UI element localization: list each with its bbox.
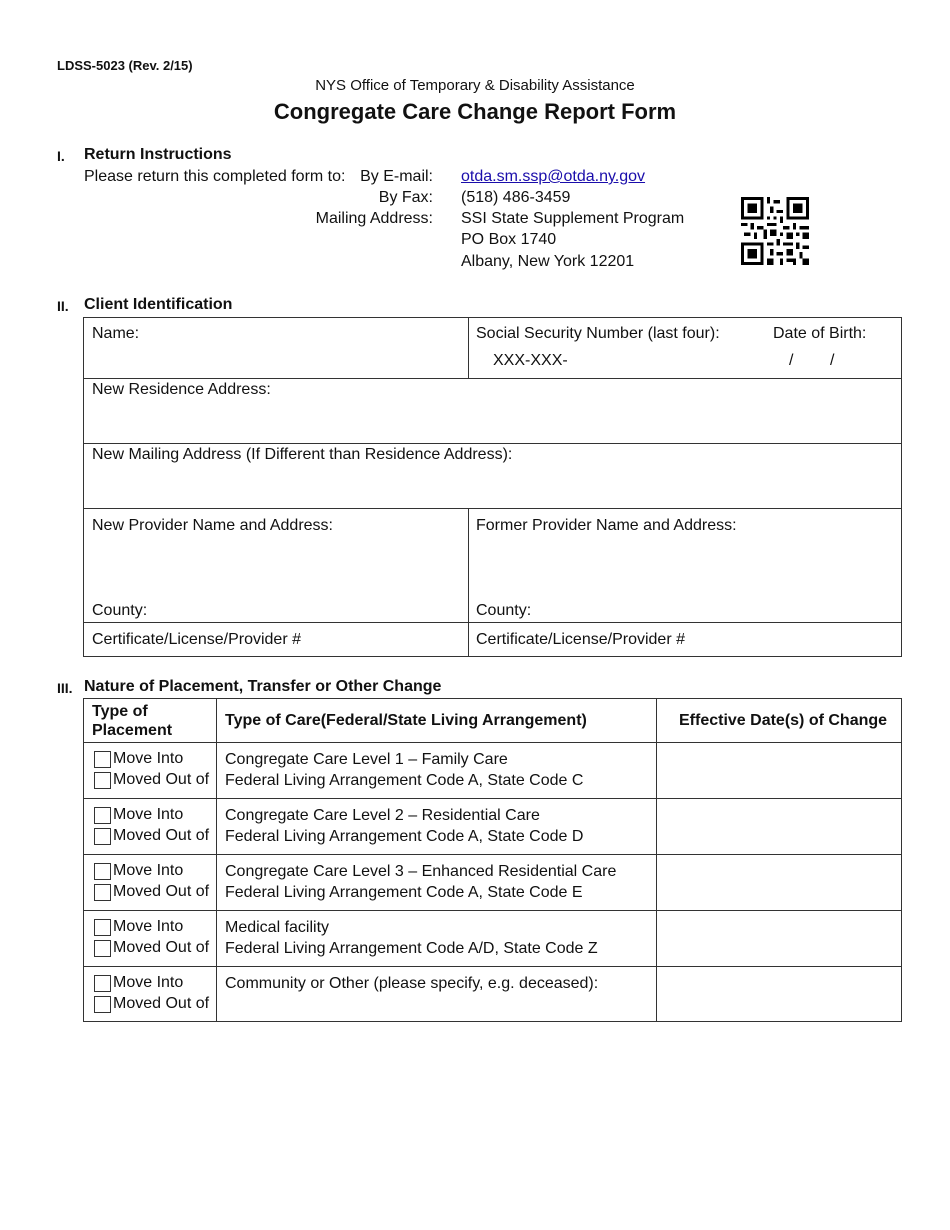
move-into-checkbox[interactable] bbox=[94, 807, 111, 824]
divider bbox=[83, 742, 902, 743]
care-type-line-1: Congregate Care Level 3 – Enhanced Residential Care bbox=[225, 863, 617, 880]
former-county-field[interactable]: County: bbox=[476, 602, 532, 619]
new-provider-field[interactable]: New Provider Name and Address: bbox=[92, 517, 333, 534]
care-type-line-1: Congregate Care Level 2 – Residential Care bbox=[225, 807, 540, 824]
moved-out-of-label: Moved Out of bbox=[113, 827, 210, 844]
dob-label: Date of Birth: bbox=[773, 325, 867, 342]
email-label: By E-mail: bbox=[360, 168, 433, 185]
moved-out-of-label: Moved Out of bbox=[113, 883, 210, 900]
care-type-line-1: Community or Other (please specify, e.g. deceased): bbox=[225, 975, 599, 992]
care-type-line-1: Medical facility bbox=[225, 919, 330, 936]
email-link[interactable]: otda.sm.ssp@otda.ny.gov bbox=[461, 168, 646, 185]
moved-out-of-checkbox[interactable] bbox=[94, 996, 111, 1013]
move-into-checkbox[interactable] bbox=[94, 751, 111, 768]
moved-out-of-checkbox[interactable] bbox=[94, 884, 111, 901]
section-1-number: I. bbox=[57, 148, 65, 164]
new-residence-address-field[interactable]: New Residence Address: bbox=[92, 381, 271, 398]
moved-out-of-label: Moved Out of bbox=[113, 995, 210, 1012]
move-into-label: Move Into bbox=[113, 974, 184, 991]
dob-slash-2: / bbox=[830, 352, 835, 369]
dob-slash-1: / bbox=[789, 352, 794, 369]
moved-out-of-checkbox[interactable] bbox=[94, 828, 111, 845]
new-certificate-field[interactable]: Certificate/License/Provider # bbox=[92, 631, 301, 648]
move-into-checkbox[interactable] bbox=[94, 975, 111, 992]
mail-line-1: SSI State Supplement Program bbox=[461, 210, 685, 227]
divider bbox=[216, 698, 217, 1022]
agency-name: NYS Office of Temporary & Disability Assistance bbox=[315, 77, 635, 94]
move-into-checkbox[interactable] bbox=[94, 919, 111, 936]
divider bbox=[83, 378, 902, 379]
move-into-checkbox[interactable] bbox=[94, 863, 111, 880]
qr-code-icon bbox=[741, 197, 809, 265]
divider bbox=[83, 508, 902, 509]
col-header-type-of-placement bbox=[92, 702, 172, 740]
moved-out-of-label: Moved Out of bbox=[113, 939, 210, 956]
care-type-line-2: Federal Living Arrangement Code A/D, State Code Z bbox=[225, 940, 598, 957]
name-field[interactable]: Name: bbox=[92, 325, 140, 342]
section-2-title: Client Identification bbox=[84, 296, 233, 313]
section-2-number: II. bbox=[57, 298, 69, 314]
ssn-field[interactable]: XXX-XXX- bbox=[493, 352, 568, 369]
move-into-label: Move Into bbox=[113, 750, 184, 767]
return-intro: Please return this completed form to: bbox=[84, 168, 346, 185]
divider bbox=[83, 798, 902, 799]
divider bbox=[83, 966, 902, 967]
new-county-field[interactable]: County: bbox=[92, 602, 148, 619]
divider bbox=[656, 698, 657, 1022]
col-header-type-of-care: Type of Care(Federal/State Living Arrangement) bbox=[225, 712, 587, 729]
section-3-number: III. bbox=[57, 680, 73, 696]
divider bbox=[83, 910, 902, 911]
moved-out-of-checkbox[interactable] bbox=[94, 940, 111, 957]
care-type-line-2: Federal Living Arrangement Code A, State Code E bbox=[225, 884, 583, 901]
col-header-line: Type of bbox=[92, 703, 148, 720]
care-type-line-2: Federal Living Arrangement Code A, State Code D bbox=[225, 828, 584, 845]
former-provider-field[interactable]: Former Provider Name and Address: bbox=[476, 517, 737, 534]
mail-line-3: Albany, New York 12201 bbox=[461, 253, 635, 270]
section-1-title: Return Instructions bbox=[84, 146, 232, 163]
divider bbox=[468, 508, 469, 657]
form-number: LDSS-5023 (Rev. 2/15) bbox=[57, 58, 193, 73]
mail-line-2: PO Box 1740 bbox=[461, 231, 557, 248]
move-into-label: Move Into bbox=[113, 806, 184, 823]
divider bbox=[83, 443, 902, 444]
care-type-line-1: Congregate Care Level 1 – Family Care bbox=[225, 751, 508, 768]
fax-value: (518) 486-3459 bbox=[461, 189, 571, 206]
fax-label: By Fax: bbox=[378, 189, 433, 206]
move-into-label: Move Into bbox=[113, 862, 184, 879]
col-header-line: Placement bbox=[92, 722, 173, 739]
care-type-line-2: Federal Living Arrangement Code A, State Code C bbox=[225, 772, 584, 789]
ssn-label: Social Security Number (last four): bbox=[476, 325, 720, 342]
moved-out-of-label: Moved Out of bbox=[113, 771, 210, 788]
mail-label: Mailing Address: bbox=[315, 210, 433, 227]
divider bbox=[83, 622, 902, 623]
divider bbox=[83, 854, 902, 855]
new-mailing-address-field[interactable]: New Mailing Address (If Different than Residence Address): bbox=[92, 446, 513, 463]
divider bbox=[468, 317, 469, 378]
col-header-effective-dates: Effective Date(s) of Change bbox=[679, 712, 888, 729]
page-title: Congregate Care Change Report Form bbox=[273, 99, 677, 124]
former-certificate-field[interactable]: Certificate/License/Provider # bbox=[476, 631, 685, 648]
moved-out-of-checkbox[interactable] bbox=[94, 772, 111, 789]
section-3-title: Nature of Placement, Transfer or Other Change bbox=[84, 678, 442, 695]
move-into-label: Move Into bbox=[113, 918, 184, 935]
